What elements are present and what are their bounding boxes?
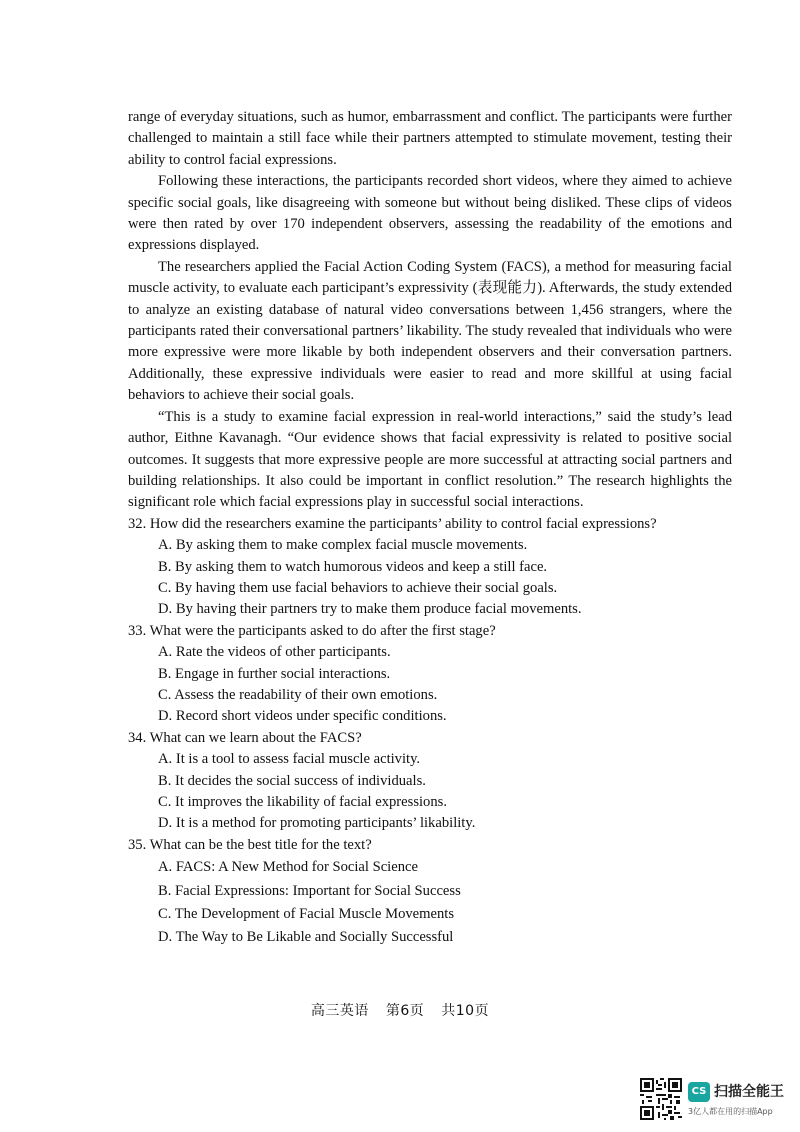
camscanner-logo: CS [688,1082,710,1102]
page-footer [0,1000,800,1020]
option-d: D. The Way to Be Likable and Socially Successful [158,929,454,946]
footer-page-number: 第6页 [385,1003,425,1019]
option-d: D. Record short videos under specific conditions. [158,708,447,725]
option-b: B. Facial Expressions: Important for Social Success [158,882,461,899]
option-b: B. It decides the social success of individuals. [158,772,426,789]
option-c: C. It improves the likability of facial expressions. [158,794,447,810]
option-a: A. FACS: A New Method for Social Science [158,859,418,876]
option-a: A. Rate the videos of other participants. [158,644,391,661]
option-d: D. By having their partners try to make them produce facial movements. [158,601,582,618]
option-d: D. It is a method for promoting participants’ likability. [158,815,476,832]
question-stem: 33. What were the participants asked to do after the first stage? [128,622,496,639]
brand-name: 扫描全能王 [714,1084,784,1100]
brand-slogan: 3亿人都在用的扫描App [688,1107,773,1116]
option-list [128,642,732,728]
option-b: B. By asking them to watch humorous videos and keep a still face. [158,558,548,575]
passage-paragraph-2: Following these interactions, the participants recorded short videos, where they aimed to achieve specific social goals, like disagreeing with someone but without being disliked. These clips of videos were then rated by over 170 independent observers, assessing the readability of the emotions and expressions displayed. [128,173,732,254]
option-list [128,749,732,835]
passage-paragraph-4: “This is a study to examine facial expression in real-world interactions,” said the study’s lead author, Eithne Kavanagh. “Our evidence shows that facial expressivity is related to positive social outcomes. It suggests that more expressive people are more successful at attracting social partners and building relationships. It also could be important in conflict resolution.” The research highlights the significant role which facial expressions play in successful social interactions. [128,408,732,511]
passage-paragraph-3: The researchers applied the Facial Action Coding System (FACS), a method for measuring facial muscle activity, to evaluate each participant’s expressivity (表现能力). Afterwards, the study extended to analyze an existing database of natural video conversations between 1,456 strangers, where the participants rated their conversational partners’ likability. The study revealed that individuals who were more expressive were more likable by both independent observers and their conversation partners. Additionally, these expressive individuals were easier to read and more skillful at using facial behaviors to achieve their social goals. [128,258,732,404]
question-33 [128,621,732,728]
option-a: A. It is a tool to assess facial muscle activity. [158,751,421,768]
qr-code-icon [640,1078,682,1120]
option-c: C. The Development of Facial Muscle Movements [158,906,455,923]
option-c: C. Assess the readability of their own emotions. [158,686,438,703]
option-a: A. By asking them to make complex facial muscle movements. [158,537,528,554]
question-35 [128,835,732,950]
option-c: C. By having them use facial behaviors to achieve their social goals. [158,579,558,596]
page-content [128,107,732,950]
question-34 [128,728,732,835]
question-stem: 34. What can we learn about the FACS? [128,729,362,746]
footer-total-pages: 共10页 [441,1003,490,1019]
footer-subject: 高三英语 [310,1003,369,1019]
question-stem: 32. How did the researchers examine the participants’ ability to control facial expressions? [128,515,657,532]
scanner-watermark [640,1078,790,1122]
passage-paragraph-1: range of everyday situations, such as humor, embarrassment and conflict. The participants were further challenged to maintain a still face while their partners attempted to stimulate movement, testing their ability to control facial expressions. [128,109,732,168]
option-list [128,535,732,621]
question-stem: 35. What can be the best title for the text? [128,836,372,853]
question-32 [128,514,732,621]
option-list [128,856,732,950]
option-b: B. Engage in further social interactions. [158,665,391,682]
